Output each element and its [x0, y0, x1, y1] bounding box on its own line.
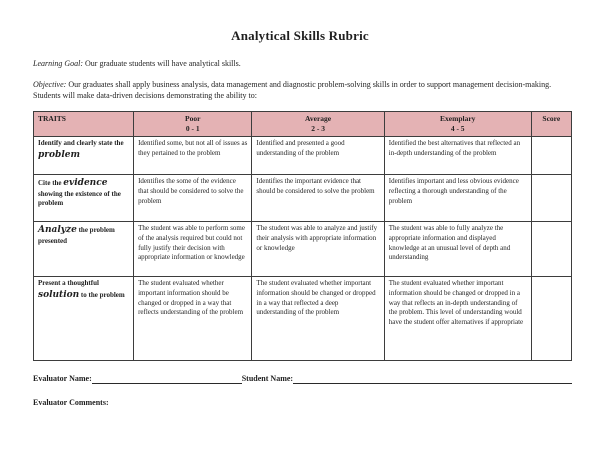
student-name-line [293, 375, 572, 384]
poor-cell: The student evaluated whether important information should be changed or dropped in a way that reflects understanding of the problem [134, 277, 252, 361]
trait-cell [34, 137, 134, 175]
objective-label: Objective: [33, 79, 67, 89]
table-row [34, 175, 572, 222]
exemplary-cell: The student evaluated whether important information should be changed or dropped in a way that reflects an in-depth understanding of the problem. This level of understanding would have the student offer alternatives if appropriate [384, 277, 531, 361]
trait-cell [34, 175, 134, 222]
trait-keyword: Analyze [38, 225, 77, 236]
learning-goal-label: Learning Goal: [33, 59, 83, 68]
page-title: Analytical Skills Rubric [231, 28, 369, 43]
trait-text: Identify and clearly state the [38, 139, 124, 148]
trait-text-post: to the problem [79, 290, 125, 299]
average-header-range: 2 - 3 [311, 123, 325, 133]
average-cell: The student evaluated whether important information should be changed or dropped in a way that reflected a deep understanding of the problem [252, 277, 384, 361]
header-row [34, 111, 572, 136]
score-cell [531, 175, 571, 222]
column-header-traits [34, 111, 134, 136]
poor-cell: Identifies the some of the evidence that should be considered to solve the problem [134, 175, 252, 222]
rubric-table [33, 111, 572, 361]
learning-goal-paragraph [33, 58, 572, 70]
average-cell: Identified and presented a good understanding of the problem [252, 137, 384, 175]
trait-text-post: the problem presented [38, 226, 115, 245]
trait-keyword: problem [38, 149, 80, 160]
learning-goal-text: Our graduate students will have analytical skills. [83, 59, 241, 68]
poor-header-label: Poor [185, 113, 201, 123]
exemplary-cell: The student was able to fully analyze the appropriate information and displayed knowledge at an unusual level of depth and understanding [384, 222, 531, 277]
student-name-label: Student Name: [241, 374, 294, 384]
table-row [34, 277, 572, 361]
signature-row [33, 374, 572, 384]
score-cell [531, 277, 571, 361]
column-header-poor [134, 111, 252, 136]
trait-cell [34, 222, 134, 277]
trait-text: Cite the [38, 179, 64, 188]
average-cell: Identifies the important evidence that should be considered to solve the problem [252, 175, 384, 222]
exemplary-cell: Identified the best alternatives that reflected an in-depth understanding of the problem [384, 137, 531, 175]
score-cell [531, 137, 571, 175]
table-row [34, 222, 572, 277]
exemplary-cell: Identifies important and less obvious evidence reflecting a thorough understanding of the problem [384, 175, 531, 222]
trait-text-post: showing the existence of the problem [38, 189, 121, 208]
evaluator-comments-label: Evaluator Comments: [33, 397, 109, 407]
trait-keyword: evidence [63, 178, 108, 189]
exemplary-header-label: Exemplary [439, 113, 476, 123]
trait-text: Present a thoughtful [38, 279, 99, 288]
column-header-average [252, 111, 384, 136]
objective-text: Our graduates shall apply business analysis, data management and diagnostic problem-solving skills in order to support management decision-making. Students will make data-driven decisions demonstrating the ability to: [33, 79, 552, 101]
trait-cell [34, 277, 134, 361]
traits-header-label: TRAITS [38, 113, 66, 123]
objective-paragraph [33, 79, 572, 102]
poor-header-range: 0 - 1 [185, 123, 200, 133]
trait-keyword: solution [38, 289, 80, 300]
column-header-score [531, 111, 571, 136]
poor-cell: The student was able to perform some of the analysis required but could not fully justify their decision with appropriate information or knowledge [134, 222, 252, 277]
score-header-label: Score [542, 113, 561, 123]
table-row [34, 137, 572, 175]
exemplary-header-range: 4 - 5 [450, 123, 465, 133]
evaluator-name-line [92, 375, 242, 384]
average-header-label: Average [305, 113, 332, 123]
column-header-exemplary [384, 111, 531, 136]
average-cell: The student was able to analyze and justify their analysis with appropriate information or knowledge [252, 222, 384, 277]
evaluator-name-label: Evaluator Name: [33, 374, 92, 384]
score-cell [531, 222, 571, 277]
poor-cell: Identified some, but not all of issues as they pertained to the problem [134, 137, 252, 175]
